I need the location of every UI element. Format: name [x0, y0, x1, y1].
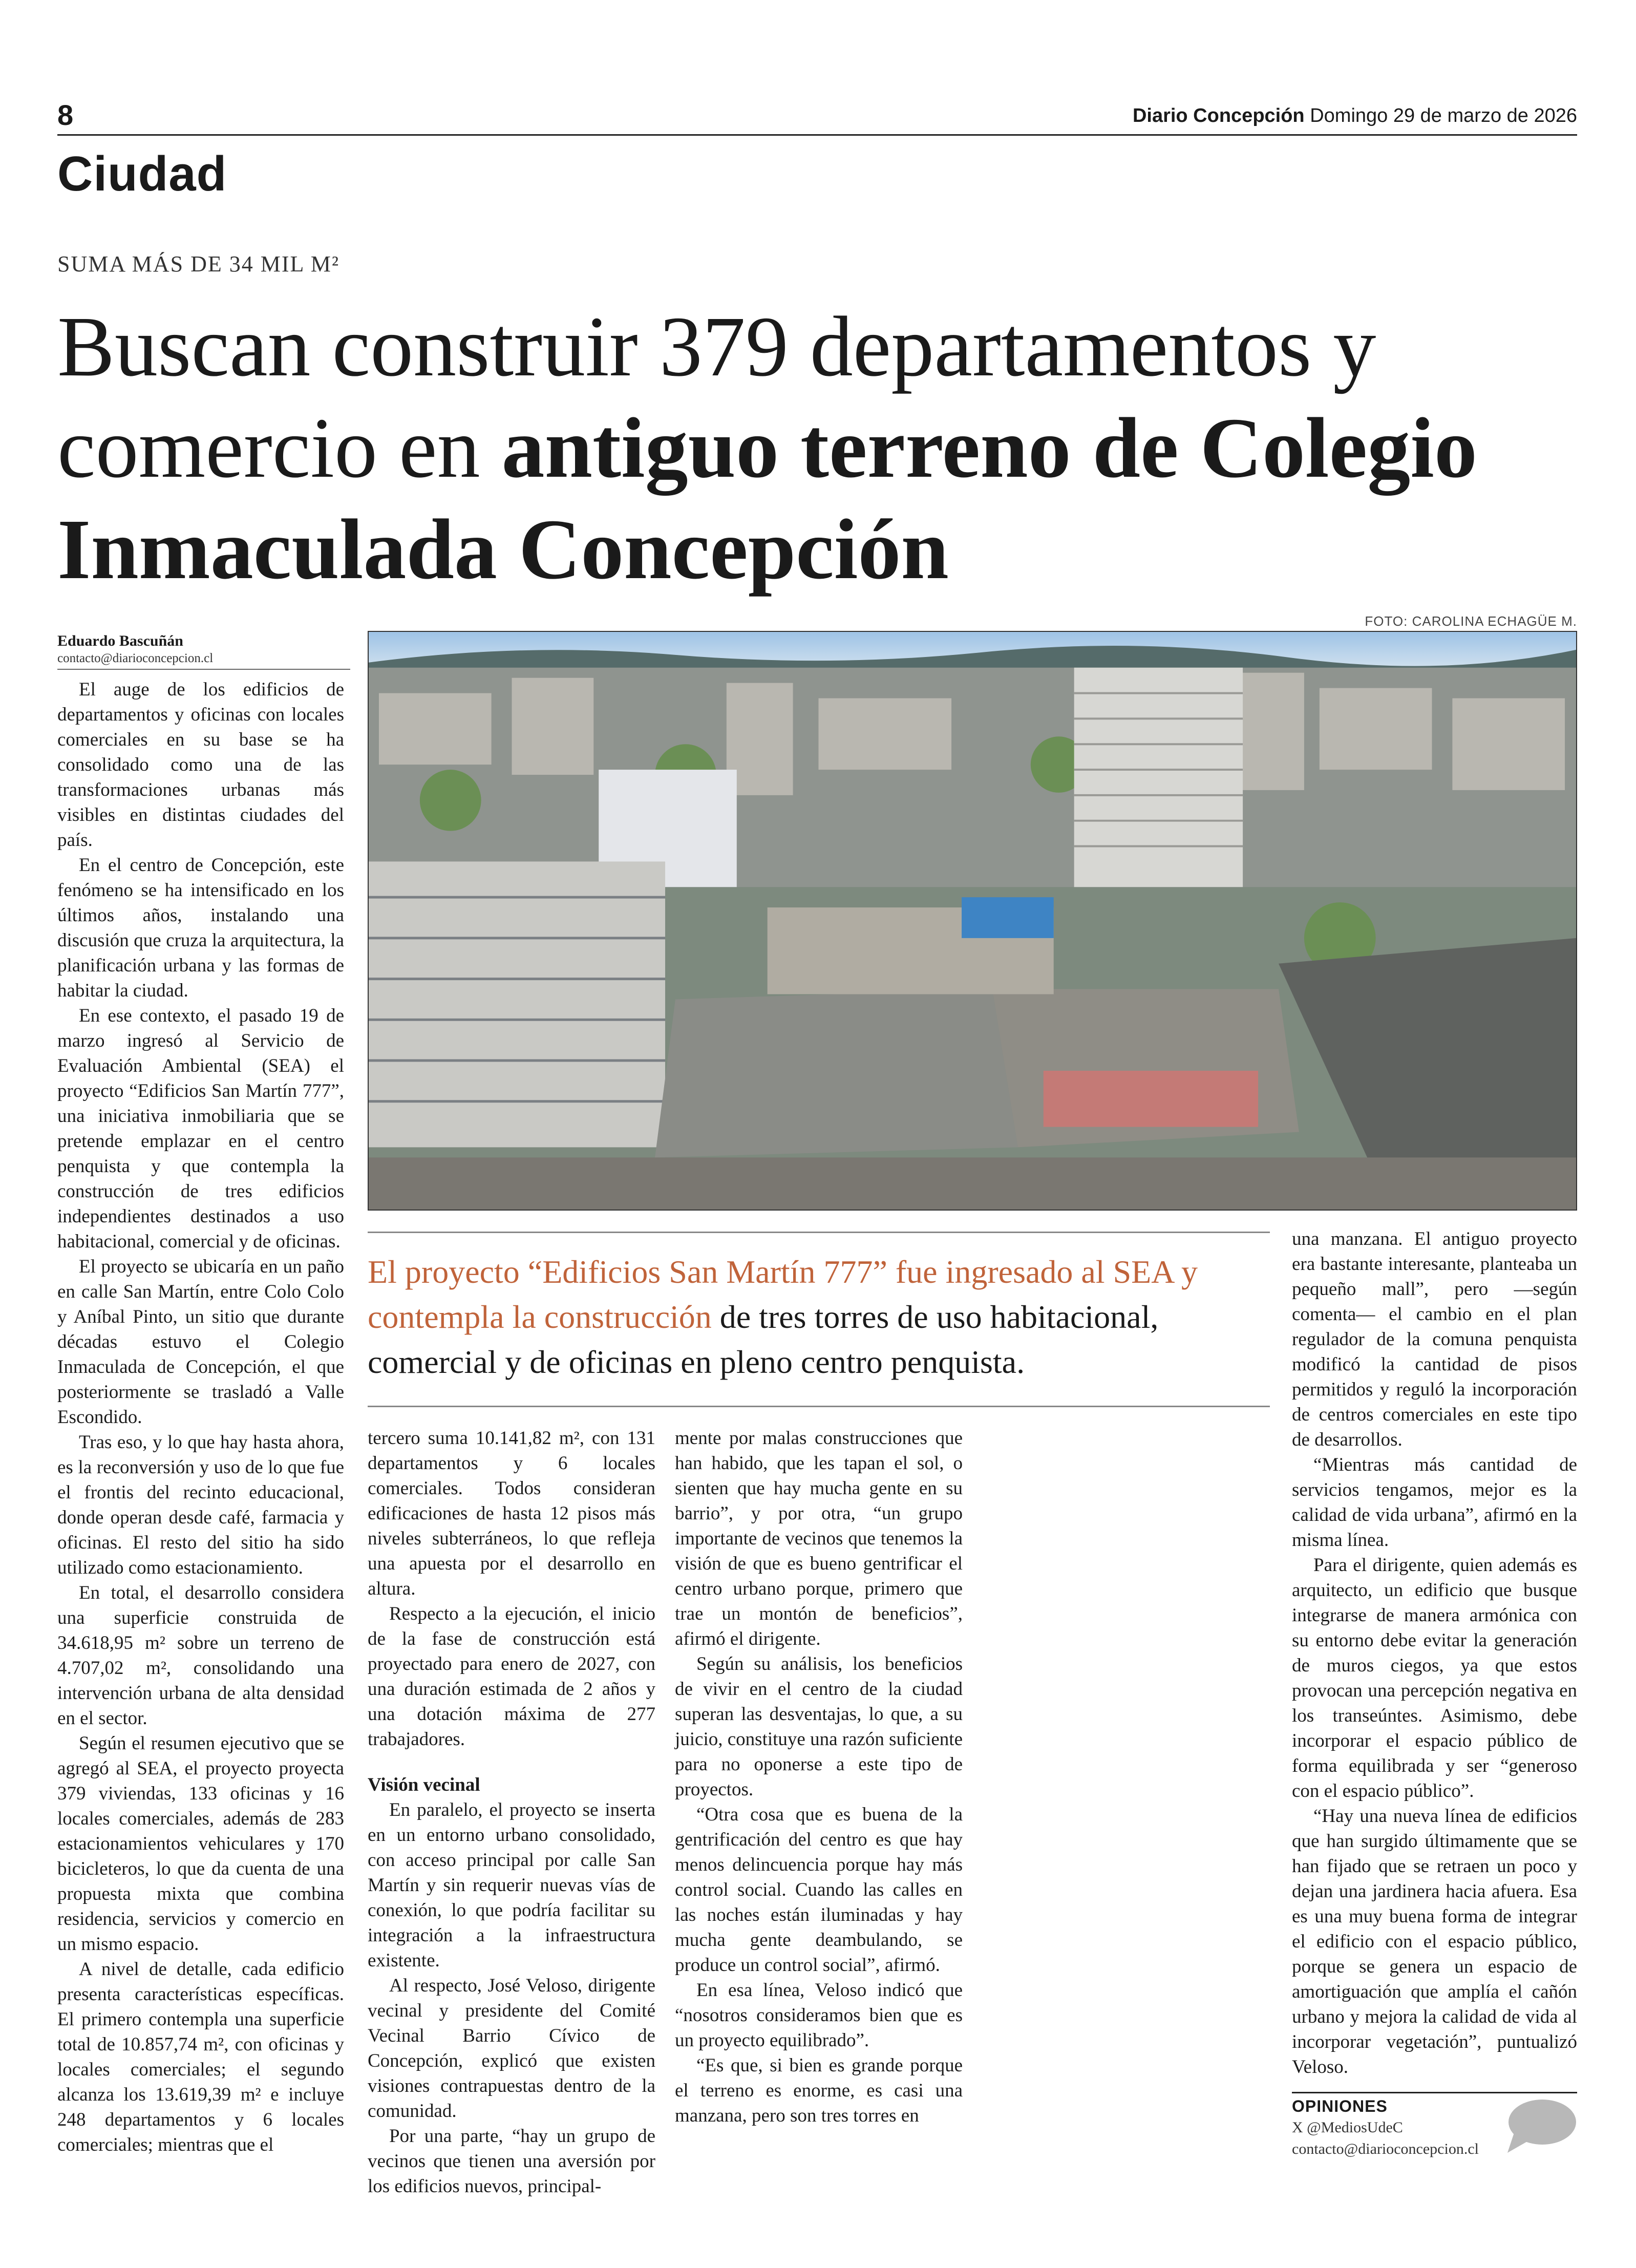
pull-quote — [368, 1249, 1274, 1385]
paragraph: El proyecto se ubicaría en un paño en calle San Martín, entre Colo Colo y Aníbal Pinto, un sitio que durante décadas estuvo el Colegio Inmaculada de Concepción, el que posteriormente se trasladó a Valle Escondido. — [57, 1256, 344, 1428]
paragraph: Al respecto, José Veloso, dirigente vecinal y presidente del Comité Vecinal Barrio Cívico de Concepción, explicó que existen visiones contrapuestas dentro de la comunidad. — [368, 1975, 655, 2122]
paragraph: “Hay una nueva línea de edificios que han surgido últimamente que se han fijado que se retraen un poco y dejan una jardinera hacia afuera. Esa es una muy buena forma de integrar el edificio con el espacio público, porque se genera un espacio de amortiguación que amplía el cañón urbano y mejora la calidad de vida al incorporar vegetación”, puntualizó Veloso. — [1292, 1806, 1577, 2078]
section-title: Ciudad — [57, 146, 227, 201]
kicker: SUMA MÁS DE 34 MIL M² — [57, 251, 340, 277]
paragraph: En esa línea, Veloso indicó que “nosotros consideramos bien que es un proyecto equilibrado”. — [675, 1980, 963, 2051]
byline-author: Eduardo Bascuñán — [57, 632, 183, 649]
paragraph: En total, el desarrollo considera una superficie construida de 34.618,95 m² sobre un terreno de 4.707,02 m², consolidando una intervención urbana de alta densidad en el sector. — [57, 1582, 344, 1729]
pull-quote-rest: de tres torres de uso habitacional, comercial y de oficinas en pleno centro penquista. — [368, 1299, 1159, 1380]
article-column-3 — [675, 1426, 963, 2128]
paragraph: Según su análisis, los beneficios de vivir en el centro de la ciudad superan las desventajas, lo que, a su juicio, constituye una razón suficiente para no oponerse a este tipo de proyectos. — [675, 1654, 963, 1800]
paragraph: En paralelo, el proyecto se inserta en un entorno urbano consolidado, con acceso principal por calle San Martín y sin requerir nuevas vías de conexión, lo que podría facilitar su integración a la infraestructura existente. — [368, 1799, 655, 1971]
paragraph: “Mientras más cantidad de servicios tengamos, mejor es la calidad de vida urbana”, afirmó en la misma línea. — [1292, 1454, 1577, 1551]
paragraph: Por una parte, “hay un grupo de vecinos que tienen una aversión por los edificios nuevos, principal- — [368, 2126, 655, 2197]
paragraph: una manzana. El antiguo proyecto era bastante interesante, planteaba un pequeño mall”, pero —según comenta— el cambio en el plan regulador de la comuna penquista modificó la cantidad de pisos permitidos y reguló la incorporación de centros comerciales en este tipo de desarrollos. — [1292, 1228, 1577, 1450]
masthead — [1133, 105, 1577, 127]
headline-bold: antiguo terreno de Colegio Inmaculada Concepción — [57, 400, 1477, 597]
opinions-twitter[interactable]: X @MediosUdeC — [1292, 2119, 1403, 2136]
speech-bubble-icon — [1503, 2095, 1577, 2157]
paragraph: A nivel de detalle, cada edificio presenta características específicas. El primero contempla una superficie total de 10.857,74 m², con oficinas y locales comerciales; el segundo alcanza los 13.619,39 m² e incluye 248 departamentos y 6 locales comerciales; mientras que el — [57, 1959, 344, 2155]
article-column-4 — [1292, 1226, 1577, 2080]
paragraph: tercero suma 10.141,82 m², con 131 departamentos y 6 locales comerciales. Todos consideran edificaciones de hasta 12 pisos más niveles subterráneos, lo que refleja una apuesta por el desarrollo en altura. — [368, 1428, 655, 1599]
pull-quote-rule-top — [368, 1232, 1270, 1233]
page-number: 8 — [57, 99, 74, 131]
paragraph: Tras eso, y lo que hay hasta ahora, es la reconversión y uso de lo que fue el frontis del recinto educacional, donde operan desde café, farmacia y oficinas. El resto del sitio ha sido utilizado como estacionamiento. — [57, 1432, 344, 1578]
paragraph: En ese contexto, el pasado 19 de marzo ingresó al Servicio de Evaluación Ambiental (SEA) el proyecto “Edificios San Martín 777”, una iniciativa inmobiliaria que se pretende emplazar en el centro penquista y que contempla la construcción de tres edificios independientes destinados a uso habitacional, comercial y de oficinas. — [57, 1005, 344, 1252]
paragraph: “Es que, si bien es grande porque el terreno es enorme, es casi una manzana, pero son tres torres en — [675, 2055, 963, 2126]
article-column-1 — [57, 677, 344, 2157]
byline-rule — [57, 669, 350, 670]
paragraph: Según el resumen ejecutivo que se agregó al SEA, el proyecto proyecta 379 viviendas, 133 oficinas y 16 locales comerciales, además de 283 estacionamientos vehiculares y 170 bicicleteros, lo que da cuenta de una propuesta mixta que combina residencia, servicios y comercio en un mismo espacio. — [57, 1733, 344, 1955]
headline — [57, 296, 1573, 600]
photo-credit: FOTO: CAROLINA ECHAGÜE M. — [1365, 613, 1577, 629]
byline-email: contacto@diarioconcepcion.cl — [57, 651, 214, 665]
opinions-title: OPINIONES — [1292, 2097, 1388, 2115]
headline-plain: Buscan construir 379 departamentos y comercio en — [57, 299, 1376, 496]
header-rule — [57, 134, 1577, 136]
article-photo — [368, 631, 1577, 1211]
paragraph: Para el dirigente, quien además es arquitecto, un edificio que busque integrarse de manera armónica con su entorno debe evitar la generación de muros ciegos, ya que estos provocan una percepción negativa en los transeúntes. Asimismo, debe incorporar el espacio público de forma equilibrada y ser “generoso con el espacio público”. — [1292, 1555, 1577, 1801]
paragraph: El auge de los edificios de departamentos y oficinas con locales comerciales en su base se ha consolidado como una de las transformaciones urbanas más visibles en distintas ciudades del país. — [57, 679, 344, 851]
pull-quote-highlight: El proyecto “Edificios San Martín 777” fue ingresado al SEA y contempla la construcción — [368, 1254, 1198, 1335]
opinions-email[interactable]: contacto@diarioconcepcion.cl — [1292, 2140, 1479, 2157]
subheading: Visión vecinal — [368, 1774, 480, 1795]
opinions-rule — [1292, 2092, 1577, 2093]
pull-quote-rule-bottom — [368, 1406, 1270, 1407]
paragraph: En el centro de Concepción, este fenómeno se ha intensificado en los últimos años, instalando una discusión que cruza la arquitectura, la planificación urbana y las formas de habitar la ciudad. — [57, 855, 344, 1001]
paragraph: Respecto a la ejecución, el inicio de la fase de construcción está proyectado para enero de 2027, con una duración estimada de 2 años y una dotación máxima de 277 trabajadores. — [368, 1603, 655, 1750]
article-column-2 — [368, 1426, 655, 2199]
paragraph: “Otra cosa que es buena de la gentrificación del centro es que hay menos delincuencia porque hay más control social. Cuando las calles en las noches están iluminadas y hay mucha gente deambulando, se produce un control social”, afirmó. — [675, 1804, 963, 1976]
newspaper-name: Diario Concepción — [1132, 105, 1305, 126]
paragraph: mente por malas construcciones que han habido, que les tapan el sol, o sienten que hay mucha gente en su barrio”, y por otra, “un grupo importante de vecinos que tenemos la visión de que es bueno gentrificar el centro urbano porque, primero que trae un montón de beneficios”, afirmó el dirigente. — [675, 1428, 963, 1649]
issue-date: Domingo 29 de marzo de 2026 — [1310, 105, 1577, 126]
